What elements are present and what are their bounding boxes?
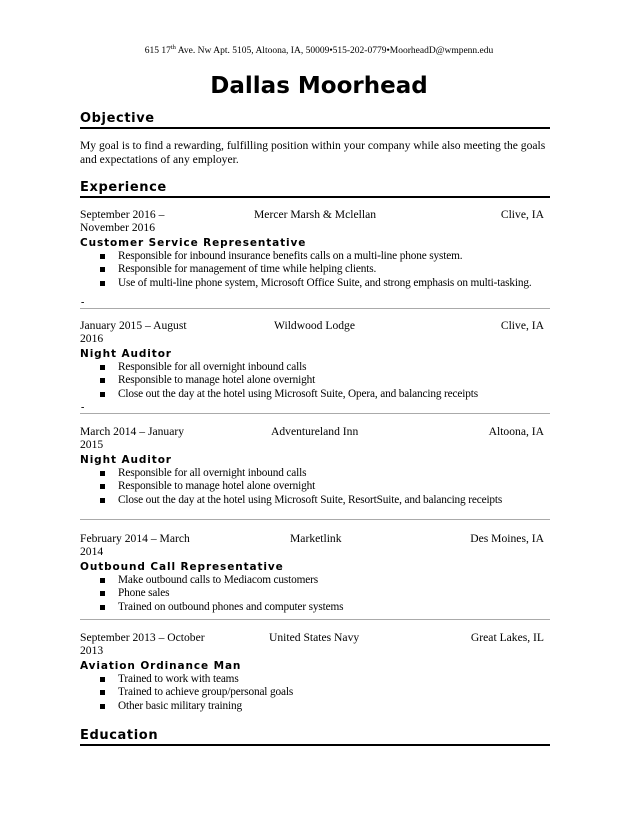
job-title: Night Auditor (80, 348, 172, 360)
job-bullet: Responsible for all overnight inbound calls (80, 361, 550, 374)
job-location: Altoona, IA (488, 425, 544, 438)
job-location: Clive, IA (500, 208, 544, 221)
divider (80, 519, 550, 520)
job-entry (80, 425, 550, 507)
job-title: Aviation Ordinance Man (80, 660, 242, 672)
job-bullet: Responsible to manage hotel alone overnight (80, 374, 550, 387)
job-bullet: Close out the day at the hotel using Microsoft Suite, Opera, and balancing receipts (80, 388, 550, 401)
contact-details: Ave. Nw Apt. 5105, Altoona, IA, 50009•515-202-0779•MoorheadD@wmpenn.edu (175, 46, 494, 56)
job-bullet: Trained to achieve group/personal goals (80, 686, 550, 699)
divider (80, 308, 550, 309)
bullet-square-icon (100, 484, 105, 489)
objective-heading: Objective (80, 111, 550, 129)
job-bullet: Trained on outbound phones and computer systems (80, 601, 550, 614)
job-bullet: Close out the day at the hotel using Microsoft Suite, ResortSuite, and balancing receipts (80, 494, 550, 507)
candidate-name: Dallas Moorhead (210, 73, 428, 99)
job-bullet: Responsible for inbound insurance benefits calls on a multi-line phone system. (80, 250, 550, 263)
job-dates: February 2014 – March 2014 (80, 532, 190, 558)
job-bullet: Make outbound calls to Mediacom customers (80, 574, 550, 587)
bullet-square-icon (100, 498, 105, 503)
job-employer: Adventureland Inn (271, 425, 359, 438)
job-bullet: Responsible to manage hotel alone overnight (80, 480, 550, 493)
bullet-square-icon (100, 267, 105, 272)
job-bullet: Trained to work with teams (80, 673, 550, 686)
job-entry (80, 631, 550, 713)
bullet-square-icon (100, 605, 105, 610)
dash-mark: - (81, 402, 85, 413)
job-bullet: Use of multi-line phone system, Microsoft Office Suite, and strong emphasis on multi-tasking. (80, 277, 550, 290)
education-heading: Education (80, 728, 550, 746)
bullet-square-icon (100, 378, 105, 383)
bullet-square-icon (100, 365, 105, 370)
contact-line (0, 43, 638, 56)
bullet-square-icon (100, 392, 105, 397)
job-employer: Marketlink (290, 532, 342, 545)
contact-address-start: 615 17 (144, 46, 171, 56)
job-employer: United States Navy (269, 631, 360, 644)
job-bullet: Responsible for management of time while helping clients. (80, 263, 550, 276)
job-dates: September 2016 – November 2016 (80, 208, 165, 234)
job-entry (80, 208, 550, 290)
job-bullet: Responsible for all overnight inbound calls (80, 467, 550, 480)
job-dates: January 2015 – August 2016 (80, 319, 187, 345)
job-dates: September 2013 – October 2013 (80, 631, 205, 657)
bullet-square-icon (100, 471, 105, 476)
job-title: Outbound Call Representative (80, 561, 284, 573)
objective-text: My goal is to find a rewarding, fulfilling position within your company while also meeting the goals and expectations of any employer. (80, 139, 546, 166)
job-employer: Wildwood Lodge (274, 319, 355, 332)
dash-mark: - (81, 297, 85, 308)
bullet-square-icon (100, 578, 105, 583)
bullet-square-icon (100, 690, 105, 695)
job-location: Great Lakes, IL (470, 631, 544, 644)
job-location: Clive, IA (500, 319, 544, 332)
divider (80, 413, 550, 414)
experience-heading: Experience (80, 180, 550, 198)
job-title: Night Auditor (80, 454, 172, 466)
job-dates: March 2014 – January 2015 (80, 425, 184, 451)
job-entry (80, 532, 550, 614)
bullet-square-icon (100, 281, 105, 286)
job-bullet: Phone sales (80, 587, 550, 600)
bullet-square-icon (100, 254, 105, 259)
job-entry (80, 319, 550, 401)
job-bullet: Other basic military training (80, 700, 550, 713)
bullet-square-icon (100, 591, 105, 596)
divider (80, 619, 550, 620)
job-location: Des Moines, IA (470, 532, 544, 545)
ordinal-suffix: th (170, 43, 176, 51)
job-employer: Mercer Marsh & Mclellan (254, 208, 377, 221)
bullet-square-icon (100, 677, 105, 682)
job-title: Customer Service Representative (80, 237, 307, 249)
bullet-square-icon (100, 704, 105, 709)
